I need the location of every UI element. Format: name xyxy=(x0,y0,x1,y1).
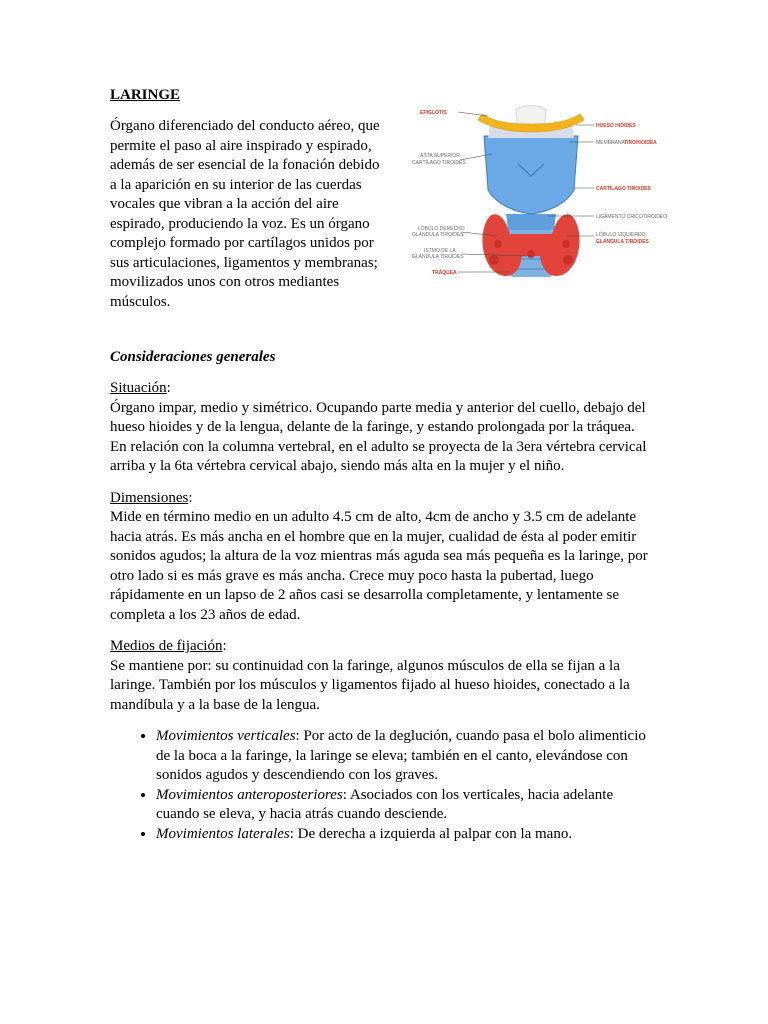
label-ligamento-cricotiroideo: LIGAMENTO CRICOTIROIDEO xyxy=(596,214,668,220)
situacion-text: Órgano impar, medio y simétrico. Ocupando parte media y anterior del cuello, debajo del hueso hioides y de la lengua, delante de la faringe, y estando prolongada por la tráquea. En relación con la columna vertebral, en el adulto se proyecta de la 3era vértebra cervical arriba y la 6ta vértebra cervical abajo, siendo más alta en la mujer y el niño. xyxy=(110,399,647,474)
label-membrana: MEMBRANA xyxy=(596,140,625,146)
label-tirohioidea: TIROHIOIDEA xyxy=(624,140,657,146)
list-item xyxy=(156,825,655,845)
situacion-block xyxy=(110,379,655,477)
section-title: Consideraciones generales xyxy=(110,349,276,365)
label-hueso-hioides: HUESO HIOIDES xyxy=(596,123,636,129)
intro-paragraph: Órgano diferenciado del conducto aéreo, que permite el paso al aire inspirado y espirado, además de ser esencial de la fonación debido a la aparición en su interior de las cuerdas vocales que vibran a la acción del aire espirado, produciendo la voz. Es un órgano complejo formado por cartílagos unidos por sus articulaciones, ligamentos y membranas; movilizados unos con otros mediantes músculos. xyxy=(110,118,380,310)
label-lobulo-izquierdo-glandula: GLÁNDULA TIROIDES xyxy=(596,239,649,245)
label-cartilago-tiroides: CARTÍLAGO TIROIDES xyxy=(596,186,651,192)
fijacion-block xyxy=(110,637,655,715)
label-asta-cartilago: CARTÍLAGO TIROIDES xyxy=(412,160,466,166)
dimensiones-heading: Dimensiones xyxy=(110,489,189,506)
thyroid-cartilage-shape xyxy=(484,136,578,214)
cricoid-cartilage-shape xyxy=(506,214,556,230)
label-traquea: TRÁQUEA xyxy=(432,270,457,276)
situacion-colon: : xyxy=(166,380,171,396)
movimiento-term: Movimientos anteroposteriores xyxy=(156,786,343,803)
fijacion-colon: : xyxy=(222,638,227,654)
movimientos-list xyxy=(110,727,655,844)
list-item xyxy=(156,727,655,786)
movimiento-term: Movimientos verticales xyxy=(156,728,296,744)
dimensiones-colon: : xyxy=(188,489,193,506)
document-title: LARINGE xyxy=(110,87,181,103)
label-lobulo-derecho-glandula: GLÁNDULA TIROIDES xyxy=(412,232,464,238)
movimiento-term: Movimientos laterales xyxy=(156,825,290,842)
dimensiones-text: Mide en término medio en un adulto 4.5 cm de alto, 4cm de ancho y 3.5 cm de adelante hacia atrás. Es más ancha en el hombre que en la mujer, cualidad de ésta al poder emitir sonidos agudos; la altura de la voz mientras más aguda sea más pequeña es la laringe, por otro lado si es más grave es más ancha. Crece muy poco hasta la pubertad, luego rápidamente en un lapso de 2 años casi se desarrolla completamente, y lentamente se completa a los 23 años de edad. xyxy=(110,509,648,623)
larynx-illustration xyxy=(398,104,683,279)
label-istmo-glandula: GLÁNDULA TIROIDES xyxy=(412,254,464,260)
movimiento-text: : De derecha a izquierda al palpar con la mano. xyxy=(289,825,573,842)
label-asta-superior: ASTA SUPERIOR xyxy=(420,153,460,159)
document-page xyxy=(110,86,668,844)
movimiento-text: : Por acto de la deglución, cuando pasa el bolo alimenticio de la boca a la faringe, la laringe se eleva; también en el canto, elevándose con sonidos agudos y descendiendo con los graves. xyxy=(156,728,646,783)
fijacion-heading: Medios de fijación xyxy=(110,638,223,654)
dimensiones-block xyxy=(110,489,655,626)
fijacion-text: Se mantiene por: su continuidad con la faringe, algunos músculos de ella se fijan a la laringe. También por los músculos y ligamentos fijado al hueso hioides, conectado a la mandíbula y a la base de la lengua. xyxy=(110,657,630,713)
label-istmo: ISTMO DE LA xyxy=(424,248,456,254)
label-lobulo-derecho: LÓBULO DERECHO xyxy=(418,226,465,232)
label-epiglotis: EPIGLOTIS xyxy=(420,110,447,116)
label-lobulo-izquierdo: LÓBULO IZQUIERDO xyxy=(596,232,646,238)
list-item xyxy=(156,786,655,825)
situacion-heading: Situación xyxy=(110,380,167,396)
movimiento-text: : Asociados con los verticales, hacia adelante cuando se eleva, y hacia atrás cuando desciende. xyxy=(156,786,614,822)
